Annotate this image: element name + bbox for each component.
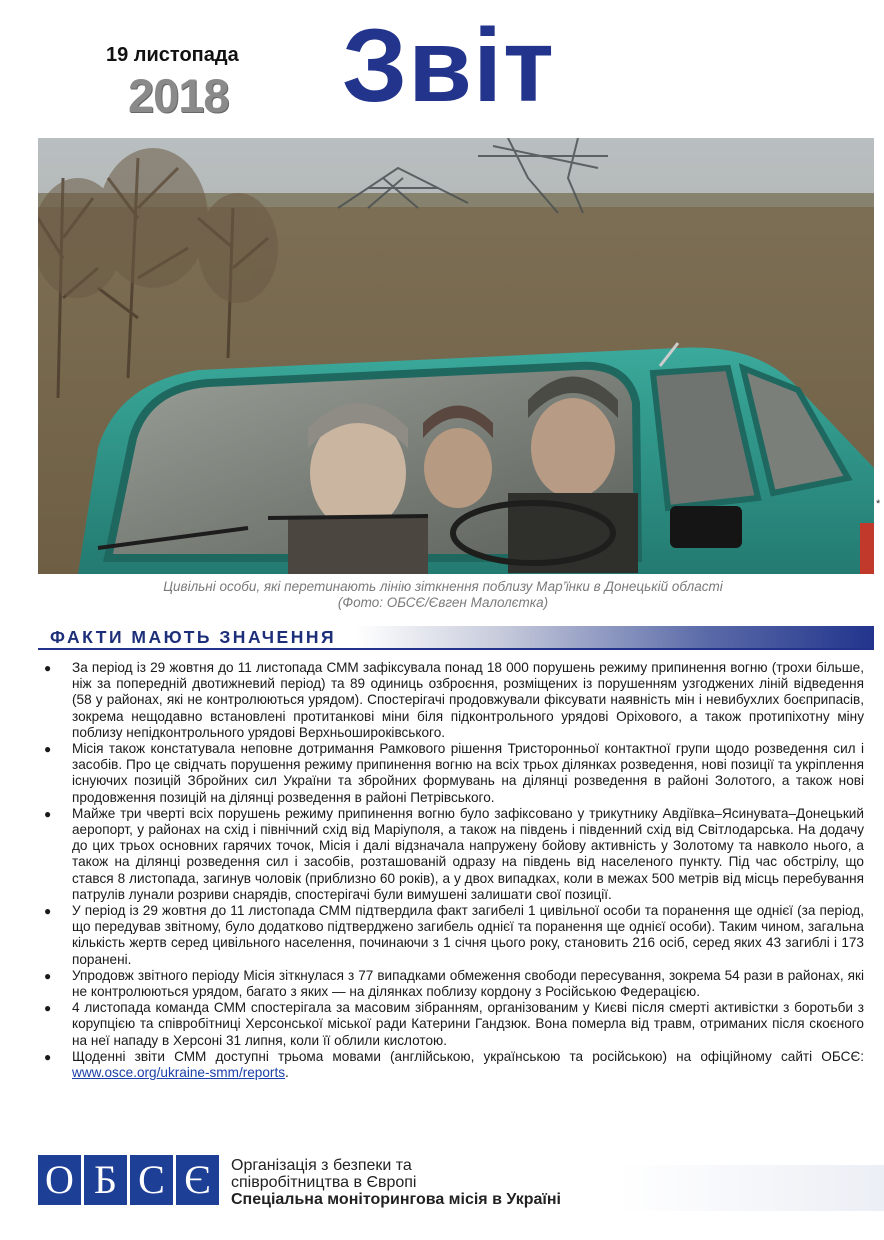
fact-item-reports bbox=[38, 1049, 864, 1081]
report-title: Звіт bbox=[342, 8, 555, 124]
fact-text: Упродовж звітного періоду Місія зіткнулася з 77 випадками обмеження свободи пересування, зокрема 54 рази в районах, які не контролюються урядом, багато з яких — на ділянках поблизу кордону з Російською Федерацією. bbox=[72, 967, 864, 1000]
bullet-icon: ● bbox=[44, 904, 52, 919]
org-name bbox=[231, 1157, 561, 1208]
fact-text: У період із 29 жовтня до 11 листопада СММ підтвердила факт загибелі 1 цивільної особи та поранення ще однієї (за період, що передував звітному, було додатково підтверджено загибель однієї та поранення ще однієї особи). Таким чином, загальна кількість жертв серед цивільного населення, починаючи з 1 січня цього року, становить 216 осіб, серед яких 43 загиблі і 173 поранені. bbox=[72, 903, 864, 967]
cover-photo-illustration bbox=[38, 138, 874, 574]
cover-photo bbox=[38, 138, 874, 574]
fact-text-end: . bbox=[285, 1065, 289, 1081]
fact-text: Місія також констатувала неповне дотримання Рамкового рішення Тристоронньої контактної групи щодо розведення сил і засобів. Про це свідчать порушення режиму припинення вогню на всіх трьох ділянках розведення, нові позиції та укріплення існуючих позицій Збройних сил України та збройних формувань на ділянці розведення в районі Золотого, а також нові продовження позицій на ділянці розведення в районі Петрівського. bbox=[72, 741, 864, 805]
photo-caption bbox=[38, 579, 848, 611]
footer bbox=[38, 1155, 884, 1207]
logo-letter: Є bbox=[176, 1155, 219, 1205]
photo-caption-credit: (Фото: ОБСЄ/Євген Малолєтка) bbox=[337, 595, 549, 610]
fact-item bbox=[38, 660, 864, 741]
bullet-icon: ● bbox=[44, 1049, 52, 1064]
bullet-icon: ● bbox=[44, 968, 52, 983]
bullet-icon: ● bbox=[44, 1001, 52, 1016]
fact-item bbox=[38, 741, 864, 806]
fact-item bbox=[38, 806, 864, 903]
reports-link[interactable]: www.osce.org/ukraine-smm/reports bbox=[72, 1065, 286, 1081]
logo-letter: О bbox=[38, 1155, 81, 1205]
footer-fade bbox=[618, 1165, 884, 1211]
fact-text: За період із 29 жовтня до 11 листопада СММ зафіксувала понад 18 000 порушень режиму припинення вогню (трохи більше, ніж за попередній двотижневий період) та 89 одиниць озброєння, розміщених із порушенням узгоджених ліній відведення (58 у районах, які не контролюються урядом). Спостерігачі продовжували фіксувати наявність мін і невибухлих боєприпасів, зокрема нещодавно встановлені протитанкові міни біля підконтрольного урядові Оріхового, а також протипіхотну міну поблизу непідконтрольного урядові Верхньошироківського. bbox=[72, 660, 864, 740]
fact-text: Майже три чверті всіх порушень режиму припинення вогню було зафіксовано у трикутнику Авдіївка–Ясинувата–Донецький аеропорт, у районах на схід і північний схід від Маріуполя, а також на південь і південний схід від Світлодарська. На додачу до цих трьох основних гарячих точок, Місія і далі відзначала напружену бойову активність у Золотому та навколо нього, а також на ділянці розведення сил і засобів, розташованій одразу на південь від населеного пункту. Під час обстрілу, що стався 8 листопада, загинув чоловік (приблизно 60 років), а у двох випадках, коли в межах 500 метрів від місць перебування патрулів лунали розриви снарядів, спостерігачі були вимушені залишати свої позиції. bbox=[72, 805, 864, 902]
fact-text: Щоденні звіти СММ доступні трьома мовами (англійською, українською та російською) на офіційному сайті ОБСЄ: bbox=[72, 1048, 864, 1064]
facts-list bbox=[38, 660, 864, 1081]
section-divider bbox=[38, 648, 874, 650]
logo-letter: Б bbox=[84, 1155, 127, 1205]
mission-name: Спеціальна моніторингова місія в Україні bbox=[231, 1191, 561, 1208]
fact-text: 4 листопада команда СММ спостерігала за масовим зібранням, організованим у Києві після смерті активістки з боротьби з корупцією та співробітниці Херсонської міської ради Катерини Гандзюк. Вона померла від травм, отриманих після скоєного на неї нападу в Херсоні 31 липня, коли її облили кислотою. bbox=[72, 1000, 864, 1048]
logo-letter: С bbox=[130, 1155, 173, 1205]
section-title: ФАКТИ МАЮТЬ ЗНАЧЕННЯ bbox=[50, 627, 337, 647]
fact-item bbox=[38, 903, 864, 968]
bullet-icon: ● bbox=[44, 742, 52, 757]
fact-item bbox=[38, 968, 864, 1000]
bullet-icon: ● bbox=[44, 661, 52, 675]
report-year: 2018 bbox=[128, 69, 229, 122]
bullet-icon: ● bbox=[44, 806, 52, 821]
photo-asterisk: * bbox=[876, 498, 881, 510]
fact-item bbox=[38, 1000, 864, 1049]
photo-caption-line1: Цивільні особи, які перетинають лінію зіткнення поблизу Мар’їнки в Донецькій області bbox=[163, 579, 723, 594]
org-name-line2: співробітництва в Європі bbox=[231, 1174, 417, 1191]
report-date: 19 листопада bbox=[106, 44, 239, 66]
org-name-line1: Організація з безпеки та bbox=[231, 1157, 412, 1174]
osce-logo bbox=[38, 1155, 219, 1205]
